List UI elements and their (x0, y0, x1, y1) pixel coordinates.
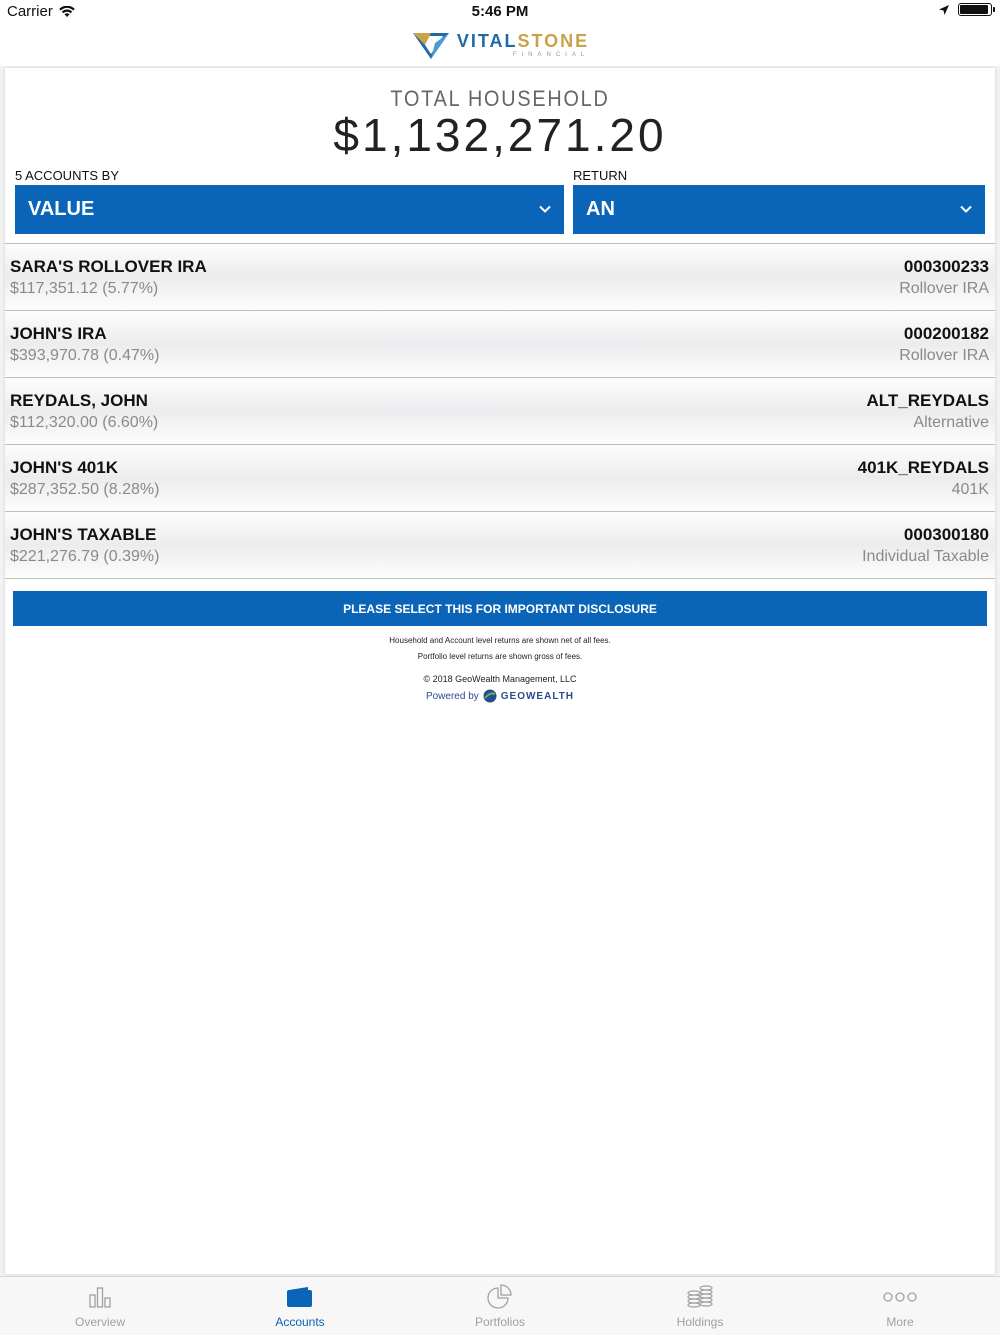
geowealth-logo-icon (483, 689, 497, 703)
account-value: $112,320.00 (6.60%) (10, 414, 159, 431)
more-icon (883, 1291, 917, 1303)
account-number: ALT_REYDALS (866, 391, 989, 410)
pie-chart-icon (487, 1284, 513, 1310)
return-dropdown[interactable] (573, 185, 985, 234)
account-value: $117,351.12 (5.77%) (10, 280, 159, 297)
account-value: $287,352.50 (8.28%) (10, 481, 160, 498)
account-type: 401K (951, 481, 989, 498)
wallet-icon (286, 1286, 314, 1308)
tab-overview[interactable] (0, 1277, 200, 1335)
chevron-down-icon (538, 202, 552, 216)
carrier-label: Carrier (7, 3, 53, 20)
bar-chart-icon (88, 1286, 112, 1308)
coins-icon (685, 1285, 715, 1309)
vitalstone-logo-icon (411, 29, 451, 61)
tab-bar (0, 1276, 1000, 1335)
account-name: REYDALS, JOHN (10, 391, 148, 410)
accounts-sort-value: VALUE (28, 198, 95, 220)
account-type: Individual Taxable (862, 548, 989, 565)
account-row[interactable] (5, 377, 995, 444)
status-right (938, 3, 992, 16)
powered-by[interactable] (5, 689, 995, 703)
app-header (0, 24, 1000, 66)
account-row[interactable] (5, 243, 995, 310)
tab-holdings-label: Holdings (676, 1315, 724, 1329)
account-row[interactable] (5, 444, 995, 511)
brand-subtitle: FINANCIAL (512, 52, 590, 58)
fees-note-net: Household and Account level returns are shown net of all fees. (389, 636, 611, 645)
accounts-by-label: 5 ACCOUNTS BY (15, 168, 120, 183)
disclosure-button[interactable]: PLEASE SELECT THIS FOR IMPORTANT DISCLOSURE (13, 591, 987, 626)
account-row[interactable] (5, 310, 995, 377)
account-name: JOHN'S TAXABLE (10, 525, 157, 544)
status-bar (0, 0, 1000, 24)
total-household-label: TOTAL HOUSEHOLD (390, 86, 610, 111)
tab-portfolios-label: Portfolios (474, 1315, 526, 1329)
location-arrow-icon (938, 4, 950, 16)
account-name: SARA'S ROLLOVER IRA (10, 257, 207, 276)
tab-more[interactable] (800, 1277, 1000, 1335)
account-value: $393,970.78 (0.47%) (10, 347, 160, 364)
account-value: $221,276.79 (0.39%) (10, 548, 160, 565)
account-type: Rollover IRA (899, 347, 989, 364)
tab-more-label: More (886, 1315, 914, 1329)
vitalstone-logo (411, 29, 589, 61)
total-household-value: $1,132,271.20 (333, 109, 667, 161)
clock: 5:46 PM (471, 3, 529, 20)
account-number: 000300180 (903, 525, 989, 544)
geowealth-brand: GEOWEALTH (500, 690, 575, 702)
account-name: JOHN'S IRA (10, 324, 107, 343)
chevron-down-icon (959, 202, 973, 216)
accounts-card (5, 68, 995, 1274)
account-type: Rollover IRA (899, 280, 989, 297)
account-number: 401K_REYDALS (857, 458, 989, 477)
return-label: RETURN (573, 168, 628, 183)
copyright-text: © 2018 GeoWealth Management, LLC (423, 674, 577, 684)
tab-portfolios[interactable] (400, 1277, 600, 1335)
tab-overview-label: Overview (74, 1315, 125, 1329)
account-type: Alternative (913, 414, 989, 431)
return-value: AN (586, 198, 615, 220)
account-row[interactable] (5, 511, 995, 579)
accounts-sort-dropdown[interactable] (15, 185, 564, 234)
account-number: 000300233 (903, 257, 989, 276)
accounts-list (5, 243, 995, 579)
battery-icon (958, 3, 992, 16)
tab-accounts[interactable] (200, 1277, 400, 1335)
brand-name: VITALSTONE (456, 31, 590, 51)
account-name: JOHN'S 401K (10, 458, 118, 477)
fees-note-gross: Portfolio level returns are shown gross of fees. (417, 652, 583, 661)
powered-by-label: Powered by (425, 690, 479, 702)
tab-holdings[interactable] (600, 1277, 800, 1335)
account-number: 000200182 (903, 324, 989, 343)
tab-accounts-label: Accounts (275, 1315, 325, 1329)
